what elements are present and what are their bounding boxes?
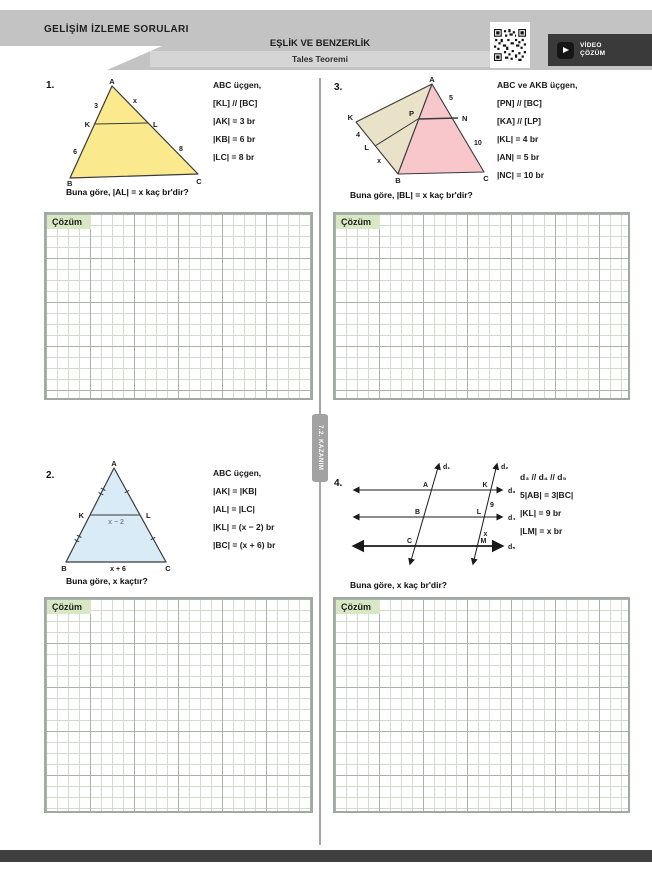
figure-problem-2: [56, 460, 206, 578]
solution-label: Çözüm: [47, 600, 91, 614]
page-header-title: GELİŞİM İZLEME SORULARI: [44, 24, 189, 35]
statement-line: |AN| = 5 br: [497, 152, 540, 162]
point-label-m: M: [480, 538, 487, 545]
qr-code-box: [490, 22, 530, 68]
problem-2-statements: [213, 464, 275, 554]
statement-line: |KB| = 6 br: [213, 134, 256, 144]
kazanim-badge: [312, 414, 328, 482]
point-label-n: N: [462, 114, 468, 123]
line-label-d5: d₅: [508, 544, 516, 551]
segment-label-lm: x: [483, 531, 488, 538]
solution-box-4: [333, 597, 630, 813]
figure-problem-1: [64, 78, 214, 190]
segment-label-kl: x − 2: [108, 519, 124, 526]
point-label-c: C: [406, 538, 412, 545]
point-label-l: L: [146, 511, 151, 520]
figure-problem-3: [346, 76, 508, 188]
statement-line: d₃ // d₄ // d₅: [520, 472, 567, 482]
problem-1-statements: [213, 76, 261, 166]
statement-line: |AK| = |KB|: [213, 486, 257, 496]
statement-line: |AL| = |LC|: [213, 504, 255, 514]
segment-label-lb: x: [377, 158, 381, 165]
line-label-d4: d₄: [508, 515, 516, 522]
solution-box-2: [44, 597, 313, 813]
problem-3-number: 3.: [334, 82, 343, 93]
problem-2-question: Buna göre, x kaçtır?: [66, 576, 148, 586]
problem-1-question: Buna göre, |AL| = x kaç br'dir?: [66, 187, 189, 197]
vertex-label-a: A: [429, 76, 435, 84]
qr-code: [494, 29, 526, 61]
solution-label: Çözüm: [47, 215, 91, 229]
point-label-l: L: [364, 143, 369, 152]
video-label: [580, 42, 605, 58]
segment-label-bc: x + 6: [110, 566, 126, 573]
problem-2-number: 2.: [46, 470, 55, 481]
play-icon: [557, 42, 574, 59]
point-label-l: L: [476, 509, 481, 516]
statement-line: ABC üçgen,: [213, 80, 262, 90]
video-label-line1: VİDEO: [580, 42, 602, 49]
statement-line: ABC ve AKB üçgen,: [497, 80, 578, 90]
problem-3-question: Buna göre, |BL| = x kaç br'dir?: [350, 190, 473, 200]
problem-1-number: 1.: [46, 80, 55, 91]
segment-label-lc: 8: [179, 146, 183, 153]
solution-box-3: [333, 212, 630, 400]
vertex-label-a: A: [109, 78, 115, 86]
segment-label-kb: 6: [73, 149, 77, 156]
point-label-b: B: [414, 509, 420, 516]
solution-label: Çözüm: [336, 215, 380, 229]
line-label-d1: d₁: [443, 464, 451, 471]
statement-line: ABC üçgen,: [213, 468, 262, 478]
point-label-k: K: [78, 511, 84, 520]
statement-line: 5|AB| = 3|BC|: [520, 490, 574, 500]
segment-label-kl: 9: [490, 502, 494, 509]
solution-box-1: [44, 212, 313, 400]
point-label-k: K: [84, 120, 90, 129]
kazanim-badge-label: 7.2. KAZANIM: [317, 425, 323, 471]
segment-label-ak: 3: [94, 103, 98, 110]
problem-4-number: 4.: [334, 478, 343, 489]
segment-label-an: 5: [449, 95, 453, 102]
vertex-label-b: B: [67, 179, 73, 188]
footer-bar: [0, 850, 652, 862]
point-label-l: L: [153, 120, 158, 129]
problem-4-statements: [520, 468, 573, 540]
statement-line: [PN] // [BC]: [497, 98, 542, 108]
vertex-label-b: B: [395, 176, 401, 185]
point-label-p: P: [408, 109, 414, 118]
point-label-a: A: [422, 482, 428, 489]
vertex-label-c: C: [483, 174, 489, 183]
vertex-label-b: B: [61, 564, 67, 573]
point-label-k: K: [347, 113, 353, 122]
statement-line: |LM| = x br: [520, 526, 563, 536]
segment-label-al: x: [133, 98, 137, 105]
segment-label-nc: 10: [474, 140, 482, 147]
statement-line: |KL| = (x − 2) br: [213, 522, 275, 532]
line-label-d3: d₃: [508, 488, 516, 495]
statement-line: |KL| = 9 br: [520, 508, 562, 518]
video-solution-block: [548, 34, 652, 66]
segment-label-kl: 4: [356, 132, 360, 139]
figure-problem-4: [344, 460, 532, 572]
video-label-line2: ÇÖZÜM: [580, 50, 606, 57]
statement-line: [KL] // [BC]: [213, 98, 258, 108]
problem-3-statements: [497, 76, 577, 184]
statement-line: |NC| = 10 br: [497, 170, 545, 180]
section-title: EŞLİK VE BENZERLİK: [269, 38, 371, 49]
statement-line: [KA] // [LP]: [497, 116, 541, 126]
segment-pn: [418, 118, 458, 119]
vertex-label-c: C: [165, 564, 171, 573]
statement-line: |LC| = 8 br: [213, 152, 255, 162]
statement-line: |AK| = 3 br: [213, 116, 256, 126]
statement-line: |BC| = (x + 6) br: [213, 540, 276, 550]
vertex-label-c: C: [196, 177, 202, 186]
point-label-k: K: [482, 482, 488, 489]
section-subtitle: Tales Teoremi: [292, 54, 348, 64]
line-label-d2: d₂: [501, 464, 509, 471]
solution-label: Çözüm: [336, 600, 380, 614]
vertex-label-a: A: [111, 460, 117, 468]
play-triangle-icon: [563, 47, 569, 53]
statement-line: |KL| = 4 br: [497, 134, 539, 144]
problem-4-question: Buna göre, x kaç br'dir?: [350, 580, 447, 590]
